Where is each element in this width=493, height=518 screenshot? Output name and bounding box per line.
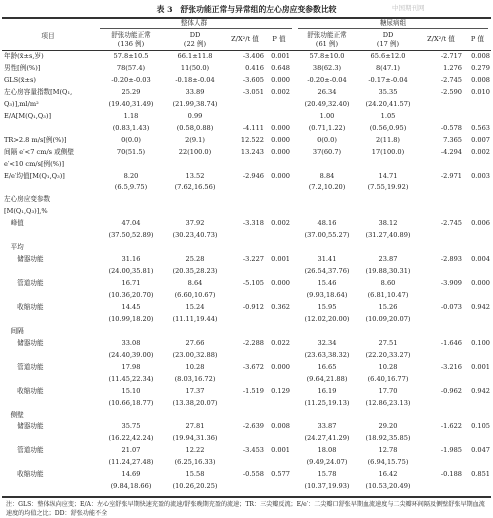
row-label: 管道功能 — [4, 446, 44, 455]
table-cell: -0.188 — [440, 470, 462, 479]
table-cell: 16.19 — [317, 386, 337, 395]
header-g2-dd-n: (17 例) — [376, 40, 400, 48]
table-cell: 35.35 — [378, 87, 398, 96]
row-label: 男性[例(%)] — [4, 63, 41, 72]
table-cell: 12.522 — [240, 135, 264, 144]
table-cell: (19.94,31.36) — [172, 434, 218, 443]
table-cell: -3.227 — [242, 255, 264, 264]
table-cell: -2.893 — [440, 255, 462, 264]
table-cell: 0.851 — [471, 470, 490, 479]
table-cell: 0.001 — [271, 52, 290, 60]
table-cell: (24.20,41.57) — [365, 99, 411, 108]
table-cell: 0(0.0) — [121, 135, 141, 144]
table-cell: -1.646 — [440, 338, 462, 347]
table-cell: (11.24,27.48) — [108, 458, 154, 467]
table-cell: 65.6±12.0 — [370, 52, 406, 60]
table-cell: -0.20±-0.03 — [111, 75, 151, 84]
header-g2-stat: Z/X²/t 值 — [427, 35, 455, 43]
row-label: E/A[M(Q₁,Q₃)] — [4, 111, 52, 120]
table-cell: 17(100.0) — [371, 147, 405, 156]
table-cell: 13.243 — [240, 147, 264, 156]
header-g2-normal: 舒张功能正常 — [307, 31, 347, 39]
table-cell: 23.87 — [378, 255, 398, 264]
table-cell: 0.000 — [271, 135, 290, 144]
table-cell: (6.81,10.47) — [367, 291, 409, 299]
table-cell: 0.008 — [271, 422, 290, 431]
table-cell: -0.17±-0.04 — [368, 75, 408, 84]
table-cell: -3.605 — [242, 75, 264, 84]
header-g1-stat: Z/X²/t 值 — [231, 35, 259, 43]
table-cell: -4.294 — [440, 147, 462, 156]
table-cell: (8.03,16.72) — [174, 374, 216, 383]
table-cell: 17.37 — [185, 386, 205, 395]
table-cell: 15.26 — [378, 302, 398, 311]
table-cell: 25.29 — [121, 87, 141, 96]
table-cell: 8(47.1) — [375, 63, 401, 72]
table-note: 注：GLS：整体纵向应变；E/A：左心室舒张早期快速充盈的流速/舒张晚期充盈的流速；TR：三尖瓣反流；E/e′：二尖瓣口舒张早期血流速度与二尖瓣环间隔及侧壁舒张早期血流速度的均值之比；DD：舒张功能不全 — [6, 501, 485, 518]
table-cell: 1.00 — [319, 111, 335, 120]
table-cell: (11.11,19.44) — [172, 314, 218, 323]
table-cell: 33.87 — [317, 422, 337, 431]
table-cell: 0.105 — [471, 422, 490, 431]
table-cell: 1.05 — [380, 111, 396, 120]
table-cell: (12.02,20.00) — [304, 314, 350, 323]
row-label: 收缩功能 — [4, 386, 44, 395]
table-cell: 0.362 — [271, 302, 290, 311]
table-cell: 0.000 — [271, 123, 290, 132]
table-cell: (7.62,16.56) — [174, 183, 216, 192]
table-cell: (23.00,32.88) — [172, 350, 218, 359]
row-label: 间隔 e′<7 cm/s 或侧壁 — [4, 147, 74, 156]
table-cell: (9.64,21.88) — [306, 374, 348, 383]
table-cell: (30.23,40.73) — [172, 231, 218, 240]
table-cell: 0.000 — [271, 171, 290, 180]
row-label: 峰值 — [4, 219, 24, 228]
table-cell: 10.28 — [378, 362, 398, 371]
table-cell: 37.92 — [185, 219, 205, 228]
table-cell: 8.60 — [380, 279, 396, 288]
table-cell: 0.022 — [271, 338, 290, 347]
table-cell: 10.28 — [185, 362, 205, 371]
table-cell: 15.78 — [317, 470, 337, 479]
table-cell: 12.22 — [185, 446, 205, 455]
table-cell: 31.41 — [317, 255, 337, 264]
header-g1-normal-n: (136 例) — [117, 40, 145, 48]
table-cell: -0.912 — [242, 302, 264, 311]
table-cell: 16.42 — [378, 470, 398, 479]
table-cell: -3.406 — [242, 52, 264, 60]
table-cell: 15.10 — [121, 386, 141, 395]
table-cell: -0.578 — [440, 123, 462, 132]
table-cell: -2.288 — [242, 338, 264, 347]
table-cell: (6.40,16.77) — [367, 374, 409, 383]
table-cell: 0.001 — [471, 362, 490, 371]
table-cell: -2.745 — [440, 75, 462, 84]
table-cell: -0.962 — [440, 386, 462, 395]
table-cell: (6.25,16.33) — [174, 458, 216, 467]
table-cell: 0.001 — [271, 255, 290, 264]
table-cell: (0.83,1.43) — [112, 123, 150, 132]
table-cell: (6.60,10.67) — [174, 291, 216, 299]
table-cell: 8.64 — [187, 279, 203, 288]
table-caption — [0, 4, 493, 15]
header-subrule-2 — [298, 28, 488, 29]
row-label: TR>2.8 m/s[例(%)] — [4, 135, 67, 144]
table-cell: 57.8±10.5 — [113, 52, 149, 60]
table-cell: (6.94,15.75) — [367, 458, 409, 467]
table-cell: (18.92,35.85) — [365, 434, 411, 443]
table-cell: -3.051 — [242, 87, 264, 96]
table-number: 表 3 — [156, 5, 173, 14]
table-cell: 15.24 — [185, 302, 205, 311]
table-cell: 8.20 — [123, 171, 139, 180]
table-cell: -0.073 — [440, 302, 462, 311]
table-cell: 17.98 — [121, 362, 141, 371]
table-title: 舒张功能正常与异常组的左心房应变参数比较 — [180, 5, 337, 14]
table-cell: 0.010 — [471, 87, 490, 96]
table-cell: 1.18 — [123, 111, 139, 120]
table-cell: 0.001 — [271, 446, 290, 455]
table-cell: 32.34 — [317, 338, 337, 347]
table-cell: 0.004 — [471, 255, 490, 264]
table-cell: -3.318 — [242, 219, 264, 228]
table-cell: 12.78 — [378, 446, 398, 455]
table-cell: 8.84 — [319, 171, 335, 180]
row-label: 平均 — [4, 243, 24, 252]
table-cell: 33.89 — [185, 87, 205, 96]
table-cell: 7.365 — [443, 135, 462, 144]
table-cell: 0.99 — [187, 111, 203, 120]
table-cell: 0.942 — [471, 386, 490, 395]
table-cell: 17.70 — [378, 386, 398, 395]
table-cell: 22(100.0) — [178, 147, 212, 156]
table-cell: (9.93,18.64) — [306, 291, 348, 299]
header-subrule-1 — [100, 28, 292, 29]
table-cell: 0(0.0) — [317, 135, 337, 144]
table-cell: 27.81 — [185, 422, 205, 431]
header-g2-p: P 值 — [470, 35, 485, 43]
watermark: 中国期刊网 — [392, 4, 425, 12]
table-cell: 29.20 — [378, 422, 398, 431]
row-label: 侧壁 — [4, 410, 24, 419]
table-cell: 2(9.1) — [185, 135, 205, 144]
bottom-rule — [2, 496, 491, 498]
table-cell: 16.65 — [317, 362, 337, 371]
table-cell: (37.50,52.89) — [108, 231, 154, 240]
table-cell: 37(60.7) — [312, 147, 342, 156]
table-cell: -2.717 — [440, 52, 462, 60]
table-cell: 35.75 — [121, 422, 141, 431]
header-item: 项目 — [41, 32, 55, 40]
row-label: 间隔 — [4, 326, 24, 335]
table-cell: 0.129 — [271, 386, 290, 395]
table-cell: 0.000 — [271, 362, 290, 371]
table-cell: 2(11.8) — [375, 135, 401, 144]
table-cell: (19.40,31.49) — [108, 99, 154, 108]
table-cell: 27.66 — [185, 338, 205, 347]
table-cell: 0.047 — [471, 446, 490, 455]
table-cell: (9.84,18.66) — [110, 482, 152, 491]
table-cell: 21.07 — [121, 446, 141, 455]
table-cell: 38(62.3) — [312, 63, 342, 72]
table-cell: 0.000 — [471, 279, 490, 288]
table-cell: (0.58,0.88) — [176, 123, 214, 132]
table-cell: 0.002 — [271, 87, 290, 96]
table-cell: (21.99,38.74) — [172, 99, 218, 108]
table-cell: -1.622 — [440, 422, 462, 431]
table-cell: 0.002 — [471, 147, 490, 156]
header-group-diabetes: 糖尿病组 — [379, 19, 407, 27]
header-g1-p: P 值 — [272, 35, 286, 43]
row-label: GLS(x̄±s) — [4, 75, 36, 84]
table-cell: 38.12 — [378, 219, 398, 228]
table-cell: -2.639 — [242, 422, 264, 431]
table-cell: 15.46 — [317, 279, 337, 288]
table-cell: (31.27,40.89) — [365, 231, 411, 240]
header-g1-dd-n: (22 例) — [183, 40, 207, 48]
row-label: 管道功能 — [4, 362, 44, 371]
table-cell: (37.00,55.27) — [304, 231, 350, 240]
table-cell: 11(50.0) — [180, 63, 210, 72]
table-cell: (12.86,23.13) — [365, 398, 411, 407]
row-label: 收缩功能 — [4, 302, 44, 311]
table-cell: (16.22,42.24) — [108, 434, 154, 443]
table-cell: 18.08 — [317, 446, 337, 455]
table-cell: 0.416 — [245, 63, 264, 72]
table-cell: 0.008 — [471, 75, 490, 84]
table-cell: (24.00,35.81) — [108, 267, 154, 276]
header-bottom-rule — [2, 50, 491, 51]
table-cell: 15.95 — [317, 302, 337, 311]
table-cell: 15.58 — [185, 470, 205, 479]
table-cell: 78(57.4) — [116, 63, 146, 72]
table-cell: 13.52 — [185, 171, 205, 180]
table-cell: 0.577 — [271, 470, 290, 479]
table-cell: 57.8±10.0 — [309, 52, 345, 60]
table-cell: 0.563 — [471, 123, 490, 132]
table-cell: 0.279 — [471, 63, 490, 72]
table-cell: 66.1±11.8 — [177, 52, 213, 60]
table-cell: -0.558 — [242, 470, 264, 479]
row-label: 左心房容量指数[M(Q₁, — [4, 87, 73, 96]
row-label: [M(Q₁,Q₃)],% — [4, 207, 48, 216]
table-cell: (6.5,9.75) — [114, 183, 148, 192]
table-cell: 14.69 — [121, 470, 141, 479]
header-group-overall: 整体人群 — [180, 19, 208, 27]
row-label: E/e′均值[M(Q₁,Q₃)] — [4, 171, 65, 180]
header-g2-dd: DD — [382, 31, 394, 39]
table-cell: 0.100 — [471, 338, 490, 347]
table-cell: 0.006 — [471, 219, 490, 228]
row-label: 储器功能 — [4, 422, 44, 431]
table-cell: 25.28 — [185, 255, 205, 264]
header-g2-normal-n: (61 例) — [315, 40, 339, 48]
table-cell: -3.672 — [242, 362, 264, 371]
table-cell: (10.99,18.20) — [108, 314, 154, 323]
row-label: 左心房应变参数 — [4, 195, 51, 204]
table-cell: -3.453 — [242, 446, 264, 455]
table-cell: 26.34 — [317, 87, 337, 96]
table-cell: (13.38,20.07) — [172, 398, 218, 407]
table-cell: 48.16 — [317, 219, 337, 228]
table-cell: (20.49,32.40) — [304, 99, 350, 108]
table-cell: (10.26,20.25) — [172, 482, 218, 491]
table-cell: -3.216 — [440, 362, 462, 371]
table-cell: (24.40,39.00) — [108, 350, 154, 359]
table-cell: 27.51 — [378, 338, 398, 347]
table-cell: (10.09,20.07) — [365, 314, 411, 323]
table-cell: (23.63,38.32) — [304, 350, 350, 359]
table-cell: -2.590 — [440, 87, 462, 96]
table-cell: 0.002 — [271, 219, 290, 228]
table-cell: 33.08 — [121, 338, 141, 347]
row-label: 收缩功能 — [4, 470, 44, 479]
table-cell: 0.003 — [471, 171, 490, 180]
table-cell: 0.000 — [271, 147, 290, 156]
table-cell: -0.20±-0.04 — [307, 75, 347, 84]
table-cell: 16.71 — [121, 279, 141, 288]
table-cell: (24.27,41.29) — [304, 434, 350, 443]
row-label: Q₃)],ml/m² — [4, 99, 39, 108]
table-cell: -1.519 — [242, 386, 264, 395]
header-g1-dd: DD — [189, 31, 201, 39]
table-cell: (10.66,18.77) — [108, 398, 154, 407]
table-cell: -2.971 — [440, 171, 462, 180]
table-cell: (11.25,19.13) — [304, 398, 350, 407]
table-cell: 31.16 — [121, 255, 141, 264]
table-cell: 0.942 — [471, 302, 490, 311]
table-cell: 0.648 — [271, 63, 290, 72]
table-cell: -0.18±-0.04 — [175, 75, 215, 84]
row-label: 储器功能 — [4, 338, 44, 347]
table-cell: (9.49,24.07) — [306, 458, 348, 467]
table-cell: 0.007 — [471, 135, 490, 144]
table-cell: (10.36,20.70) — [108, 291, 154, 299]
table-cell: (10.53,20.49) — [365, 482, 411, 491]
row-label: e′<10 cm/s[例(%)] — [4, 159, 65, 168]
table-cell: -2.745 — [440, 219, 462, 228]
table-cell: -3.909 — [440, 279, 462, 288]
row-label: 年龄(x̄±s,岁) — [4, 52, 44, 60]
table-cell: 14.71 — [378, 171, 398, 180]
table-cell: 0.000 — [271, 279, 290, 288]
table-cell: 1.276 — [443, 63, 462, 72]
row-label: 储器功能 — [4, 255, 44, 264]
table-cell: (10.37,19.93) — [304, 482, 350, 491]
table-cell: 70(51.5) — [116, 147, 146, 156]
table-cell: -4.111 — [242, 123, 264, 132]
table-cell: (22.20,33.27) — [365, 350, 411, 359]
table-cell: 14.45 — [121, 302, 141, 311]
table-cell: 0.008 — [471, 52, 490, 60]
table-cell: -1.985 — [440, 446, 462, 455]
table-cell: (0.71,1.22) — [308, 123, 346, 132]
row-label: 管道功能 — [4, 279, 44, 288]
table-cell: (26.54,37.76) — [304, 267, 350, 276]
table-cell: (7.55,19.92) — [367, 183, 409, 192]
table-cell: (0.56,0.95) — [369, 123, 407, 132]
header-g1-normal: 舒张功能正常 — [111, 31, 151, 39]
table-cell: (19.88,30.31) — [365, 267, 411, 276]
table-cell: (20.35,28.23) — [172, 267, 218, 276]
table-cell: -2.946 — [242, 171, 264, 180]
table-cell: 0.000 — [271, 75, 290, 84]
table-cell: (11.45,22.34) — [108, 374, 154, 383]
table-cell: -5.105 — [242, 279, 264, 288]
table-cell: (7.2,10.20) — [308, 183, 346, 192]
table-cell: 47.04 — [121, 219, 141, 228]
